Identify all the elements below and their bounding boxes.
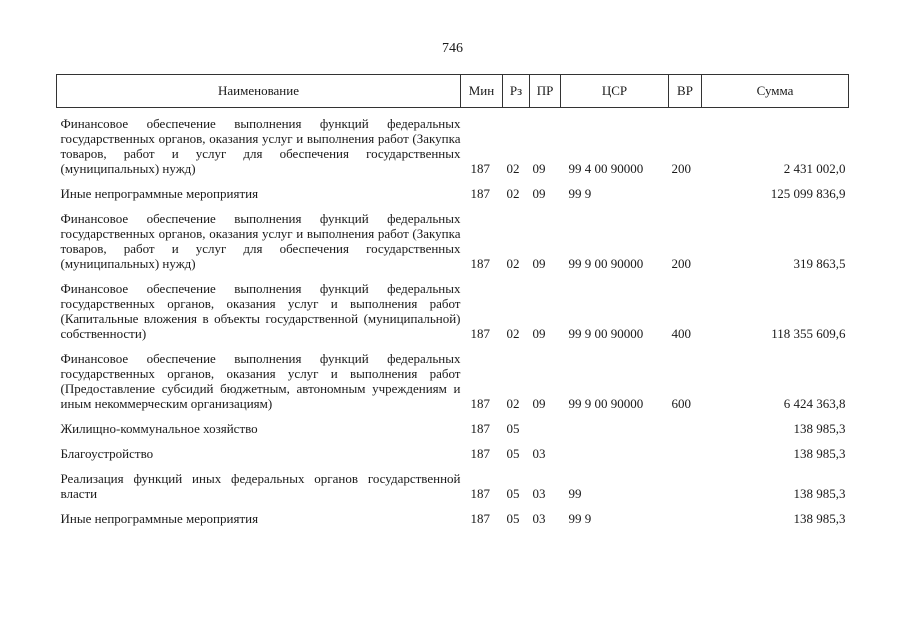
header-csr: ЦСР bbox=[561, 75, 669, 108]
cell-vr: 200 bbox=[671, 256, 691, 271]
cell-rz: 05 bbox=[506, 511, 520, 526]
cell-csr: 99 9 00 90000 bbox=[568, 256, 644, 271]
cell-sum: 125 099 836,9 bbox=[770, 186, 846, 201]
table-body bbox=[57, 108, 849, 527]
cell-min: 187 bbox=[470, 256, 490, 271]
table-row bbox=[57, 281, 849, 341]
cell-csr: 99 9 bbox=[568, 511, 592, 526]
cell-name: Финансовое обеспечение выполнения функций федеральных государственных органов, оказания услуг и выполнения работ (Закупка товаров, работ и услуг для обеспечения государственных (муниципальных) нужд) bbox=[60, 116, 461, 176]
cell-vr bbox=[669, 421, 702, 436]
cell-vr: 600 bbox=[671, 396, 691, 411]
cell-name: Иные непрограммные мероприятия bbox=[60, 186, 259, 201]
cell-pr bbox=[530, 421, 561, 436]
header-min: Мин bbox=[461, 75, 503, 108]
table-row bbox=[57, 211, 849, 271]
table-row bbox=[57, 186, 849, 201]
cell-pr: 09 bbox=[532, 256, 546, 271]
cell-csr: 99 9 00 90000 bbox=[568, 396, 644, 411]
cell-sum: 138 985,3 bbox=[793, 511, 846, 526]
cell-csr bbox=[561, 421, 669, 436]
cell-pr: 09 bbox=[532, 186, 546, 201]
cell-rz: 02 bbox=[506, 396, 520, 411]
cell-min: 187 bbox=[470, 186, 490, 201]
cell-sum: 138 985,3 bbox=[793, 421, 846, 436]
cell-sum: 138 985,3 bbox=[793, 486, 846, 501]
cell-min: 187 bbox=[470, 486, 490, 501]
cell-vr bbox=[669, 446, 702, 461]
cell-pr: 03 bbox=[532, 511, 546, 526]
cell-rz: 02 bbox=[506, 256, 520, 271]
cell-vr bbox=[669, 471, 702, 501]
cell-min: 187 bbox=[470, 161, 490, 176]
cell-min: 187 bbox=[470, 396, 490, 411]
table-row bbox=[57, 421, 849, 436]
header-vr: ВР bbox=[669, 75, 702, 108]
cell-rz: 05 bbox=[506, 486, 520, 501]
table-row bbox=[57, 511, 849, 526]
cell-name: Финансовое обеспечение выполнения функций федеральных государственных органов, оказания услуг и выполнения работ (Закупка товаров, работ и услуг для обеспечения государственных (муниципальных) нужд) bbox=[60, 211, 461, 271]
cell-rz: 05 bbox=[506, 421, 520, 436]
cell-sum: 6 424 363,8 bbox=[783, 396, 846, 411]
cell-sum: 138 985,3 bbox=[793, 446, 846, 461]
table-row bbox=[57, 471, 849, 501]
cell-name: Благоустройство bbox=[60, 446, 154, 461]
cell-csr: 99 bbox=[568, 486, 582, 501]
table-row bbox=[57, 351, 849, 411]
cell-csr bbox=[561, 446, 669, 461]
table-row bbox=[57, 108, 849, 177]
cell-name: Иные непрограммные мероприятия bbox=[60, 511, 259, 526]
cell-pr: 03 bbox=[532, 446, 546, 461]
header-name: Наименование bbox=[57, 75, 461, 108]
table-header bbox=[57, 75, 849, 108]
cell-min: 187 bbox=[470, 446, 490, 461]
budget-table bbox=[56, 74, 849, 526]
cell-vr: 200 bbox=[671, 161, 691, 176]
cell-vr: 400 bbox=[671, 326, 691, 341]
cell-rz: 02 bbox=[506, 161, 520, 176]
cell-csr: 99 4 00 90000 bbox=[568, 161, 644, 176]
cell-min: 187 bbox=[470, 326, 490, 341]
cell-pr: 09 bbox=[532, 396, 546, 411]
cell-pr: 09 bbox=[532, 326, 546, 341]
cell-name: Финансовое обеспечение выполнения функций федеральных государственных органов, оказания услуг и выполнения работ (Предоставление субсидий бюджетным, автономным учреждениям и иным некоммерческим организациям) bbox=[60, 351, 461, 411]
cell-csr: 99 9 bbox=[568, 186, 592, 201]
cell-sum: 2 431 002,0 bbox=[783, 161, 846, 176]
cell-rz: 02 bbox=[506, 186, 520, 201]
page-number: 746 bbox=[442, 41, 463, 56]
cell-rz: 05 bbox=[506, 446, 520, 461]
cell-min: 187 bbox=[470, 511, 490, 526]
cell-name: Реализация функций иных федеральных органов государственной власти bbox=[60, 471, 461, 501]
cell-sum: 319 863,5 bbox=[793, 256, 846, 271]
cell-pr: 03 bbox=[532, 486, 546, 501]
cell-vr bbox=[669, 511, 702, 526]
table-row bbox=[57, 446, 849, 461]
cell-sum: 118 355 609,6 bbox=[771, 326, 846, 341]
cell-rz: 02 bbox=[506, 326, 520, 341]
header-sum: Сумма bbox=[702, 75, 849, 108]
cell-pr: 09 bbox=[532, 161, 546, 176]
header-rz: Рз bbox=[503, 75, 530, 108]
cell-name: Жилищно-коммунальное хозяйство bbox=[60, 421, 258, 436]
header-pr: ПР bbox=[530, 75, 561, 108]
cell-csr: 99 9 00 90000 bbox=[568, 326, 644, 341]
cell-vr bbox=[669, 186, 702, 201]
cell-min: 187 bbox=[470, 421, 490, 436]
cell-name: Финансовое обеспечение выполнения функций федеральных государственных органов, оказания услуг и выполнения работ (Капитальные вложения в объекты государственной (муниципальной) собственности) bbox=[60, 281, 461, 341]
